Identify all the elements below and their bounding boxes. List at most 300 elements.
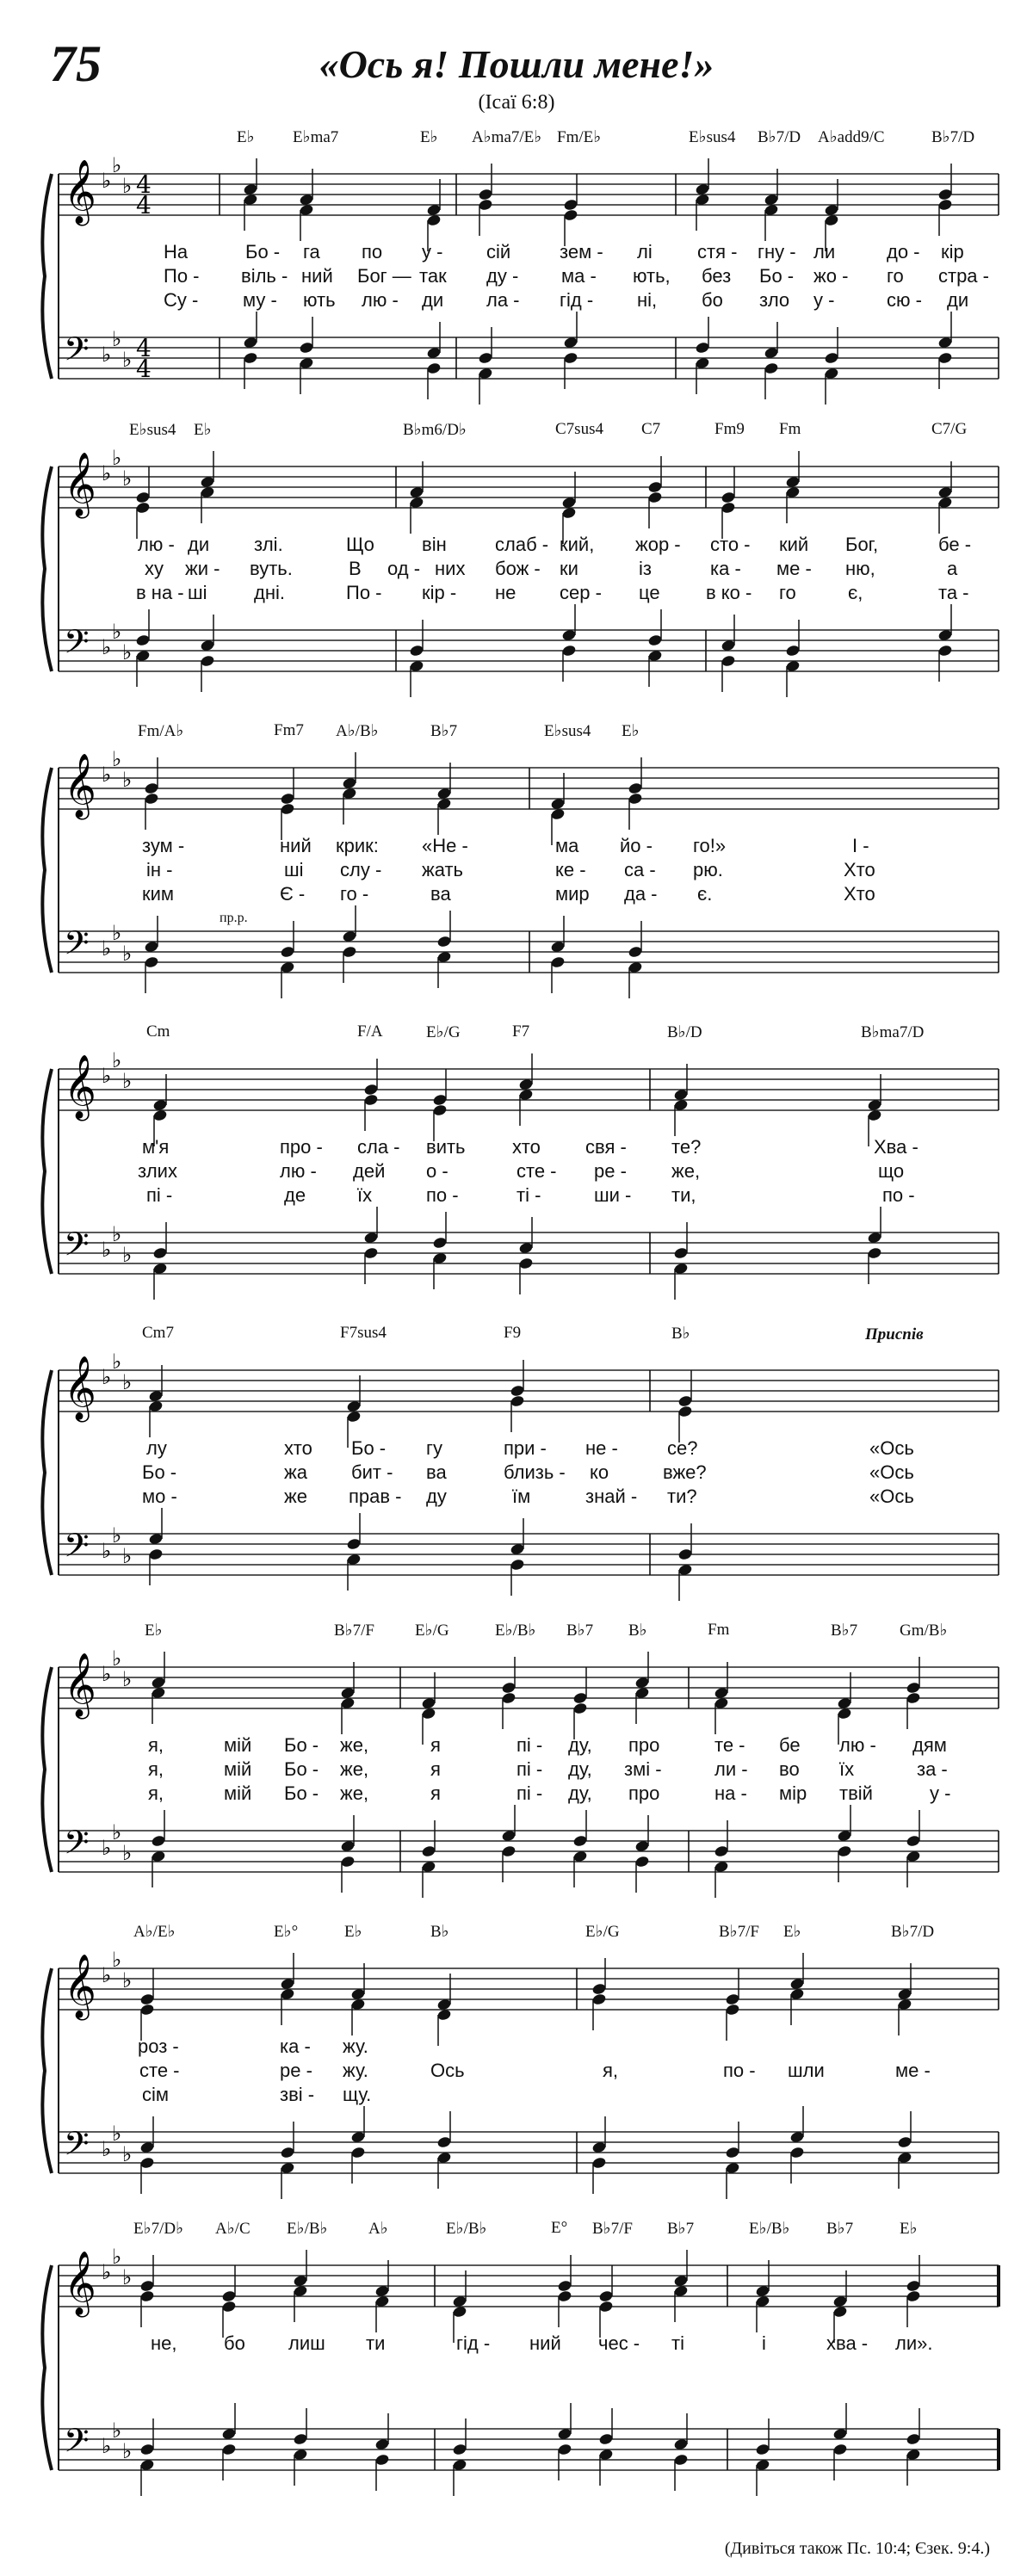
chord-symbol: E♭sus4 <box>129 421 176 439</box>
bass-note <box>764 322 779 360</box>
lyric-syllable: він <box>422 534 447 555</box>
lyric-syllable: ху <box>145 558 164 579</box>
lyric-syllable: слаб - <box>495 534 549 555</box>
lyric-syllable: бо <box>224 2332 245 2354</box>
bass-note <box>299 317 314 355</box>
chord-symbol: C7 <box>641 420 661 438</box>
treble-note <box>755 2295 770 2332</box>
lyric-syllable: лю - <box>839 1734 876 1756</box>
chord-symbol: E♭ <box>194 421 212 439</box>
lyric-syllable: рю. <box>693 859 723 880</box>
lyric-syllable: же <box>284 1486 307 1507</box>
bass-note <box>152 1222 168 1260</box>
treble-note <box>148 1399 164 1437</box>
lyric-syllable: по - <box>882 1184 915 1206</box>
lyric-syllable: І - <box>852 835 869 856</box>
lyric-syllable: да - <box>624 883 658 905</box>
lyric-syllable: ний <box>529 2332 561 2354</box>
chord-symbol: B♭ma7/D <box>861 1023 925 1041</box>
treble-note <box>721 466 736 504</box>
lyric-syllable: зві - <box>280 2084 315 2105</box>
lyric-syllable: «Не - <box>422 835 468 856</box>
lyric-syllable: бит - <box>351 1461 393 1483</box>
chord-symbol: Cm7 <box>142 1324 174 1342</box>
bass-staff <box>59 2429 999 2470</box>
lyric-syllable: ка - <box>710 558 741 579</box>
bass-note <box>452 2418 467 2456</box>
treble-note <box>557 2289 572 2327</box>
flat-icon: ♭ <box>102 936 112 961</box>
treble-note <box>591 1992 607 2030</box>
bass-note <box>200 654 215 692</box>
bass-note <box>563 351 578 389</box>
lyric-syllable: Що <box>346 534 374 555</box>
lyric-syllable: їх <box>357 1184 373 1206</box>
lyric-syllable: в ко - <box>706 582 752 603</box>
chord-symbol: E♭sus4 <box>689 128 736 146</box>
bass-note <box>280 2122 295 2159</box>
treble-note <box>342 752 357 790</box>
lyric-syllable: ду, <box>568 1758 592 1780</box>
lyric-syllable: во <box>779 1758 800 1780</box>
flat-icon: ♭ <box>102 461 112 485</box>
chord-symbol: F7sus4 <box>340 1324 387 1342</box>
lyric-syllable: Бо - <box>351 1437 387 1459</box>
bass-note <box>148 1547 164 1585</box>
bass-note <box>148 1508 164 1546</box>
chord-symbol: B♭ <box>671 1325 690 1343</box>
treble-note <box>937 198 953 236</box>
lyric-syllable: ду, <box>568 1734 592 1756</box>
lyric-syllable: у - <box>813 289 835 311</box>
bass-note <box>346 1553 362 1591</box>
bass-note <box>340 1815 356 1853</box>
bass-note <box>243 312 258 349</box>
bass-note <box>867 1207 882 1245</box>
lyric-syllable: я, <box>148 1734 164 1756</box>
chord-symbol: B♭7/D <box>758 128 801 146</box>
bass-staff <box>59 1232 999 1274</box>
treble-note <box>785 451 801 489</box>
flat-icon: ♭ <box>102 1963 112 1987</box>
lyric-syllable: Є - <box>280 883 306 905</box>
bass-clef-icon: 𝄢 <box>64 622 90 669</box>
bass-note <box>647 649 663 687</box>
treble-note <box>563 174 578 212</box>
brace <box>42 768 52 973</box>
lyric-syllable: го - <box>340 883 369 905</box>
bass-note <box>591 2116 607 2154</box>
lyric-syllable: же, <box>340 1782 369 1804</box>
lyric-syllable: я, <box>603 2060 619 2081</box>
flat-icon: ♭ <box>122 942 133 966</box>
lyric-syllable: хва - <box>826 2332 869 2354</box>
lyric-syllable: я, <box>148 1782 164 1804</box>
lyric-syllable: бож - <box>495 558 541 579</box>
lyric-syllable: го <box>887 265 904 287</box>
bass-note <box>152 1262 168 1300</box>
brace <box>42 2265 52 2470</box>
bass-note <box>598 2408 614 2446</box>
bass-note <box>832 2403 848 2441</box>
lyric-syllable: бе - <box>938 534 972 555</box>
lyric-syllable: сій <box>486 241 511 263</box>
lyric-syllable: же, <box>340 1758 369 1780</box>
lyric-syllable: ду - <box>486 265 519 287</box>
chord-symbol: Gm/B♭ <box>900 1622 948 1640</box>
treble-note <box>293 2250 308 2288</box>
lyric-syllable: у - <box>930 1782 951 1804</box>
lyric-syllable: жор - <box>635 534 681 555</box>
bass-note <box>628 921 643 959</box>
lyric-syllable: зум - <box>142 835 185 856</box>
lyric-syllable: дні. <box>254 582 285 603</box>
lyric-syllable: Бо - <box>284 1782 319 1804</box>
lyric-syllable: ре - <box>280 2060 312 2081</box>
lyric-syllable: по - <box>426 1184 459 1206</box>
lyric-syllable: бо <box>702 289 723 311</box>
lyric-syllable: Хва - <box>874 1136 919 1158</box>
bass-note <box>436 911 452 948</box>
treble-note <box>135 466 151 504</box>
flat-icon: ♭ <box>112 1646 122 1671</box>
lyric-syllable: сім <box>142 2084 170 2105</box>
treble-note <box>200 451 215 489</box>
flat-icon: ♭ <box>102 2434 112 2458</box>
treble-staff <box>59 466 999 508</box>
flat-icon: ♭ <box>112 1820 122 1844</box>
treble-staff <box>59 1069 999 1110</box>
flat-icon: ♭ <box>102 2260 112 2284</box>
lyric-syllable: йо - <box>620 835 653 856</box>
treble-clef-icon: 𝄞 <box>64 160 96 224</box>
treble-note <box>280 1987 295 2025</box>
lyric-syllable: го!» <box>693 835 727 856</box>
chord-symbol: E♭ <box>783 1923 801 1941</box>
treble-note <box>714 1696 729 1734</box>
lyric-syllable: слу - <box>340 859 382 880</box>
bass-note <box>436 950 452 988</box>
lyric-syllable: ти? <box>667 1486 697 1507</box>
bass-note <box>350 2106 366 2144</box>
bass-note <box>725 2161 740 2199</box>
lyric-syllable: по - <box>723 2060 756 2081</box>
chord-symbol: Fm/A♭ <box>138 722 184 740</box>
treble-note <box>139 2289 155 2327</box>
bass-staff <box>59 1534 999 1575</box>
bass-note <box>937 644 953 682</box>
treble-staff <box>59 1370 999 1412</box>
bass-note <box>598 2448 614 2486</box>
lyric-syllable: На <box>164 241 189 263</box>
lyric-syllable: лю - <box>362 289 399 311</box>
lyric-syllable: пі - <box>516 1734 543 1756</box>
lyric-syllable: са - <box>624 859 656 880</box>
bass-note <box>673 1262 689 1300</box>
chord-symbol: B♭7/D <box>931 128 975 146</box>
treble-note <box>906 1691 921 1729</box>
treble-note <box>409 496 424 534</box>
flat-icon: ♭ <box>102 1539 112 1563</box>
treble-note <box>673 2284 689 2322</box>
bass-note <box>436 2111 452 2149</box>
lyric-syllable: жать <box>422 859 464 880</box>
bass-note <box>135 649 151 687</box>
bass-clef-icon: 𝄢 <box>64 1526 90 1572</box>
chord-symbol: F/A <box>357 1022 383 1041</box>
lyric-syllable: ду, <box>568 1782 592 1804</box>
chord-symbol: Cm <box>146 1022 170 1041</box>
bass-note <box>647 609 663 647</box>
lyric-syllable: лі <box>637 241 653 263</box>
bass-note <box>673 2413 689 2451</box>
lyric-syllable: бе <box>779 1734 801 1756</box>
lyric-syllable: про - <box>280 1136 323 1158</box>
lyric-syllable: же, <box>340 1734 369 1756</box>
treble-note <box>510 1360 525 1398</box>
lyric-syllable: ти <box>366 2332 386 2354</box>
bass-note <box>293 2408 308 2446</box>
bass-note <box>409 659 424 697</box>
flat-icon: ♭ <box>102 169 112 193</box>
flat-icon: ♭ <box>122 1667 133 1691</box>
lyric-syllable: мій <box>224 1782 252 1804</box>
bass-note <box>677 1563 693 1601</box>
flat-icon: ♭ <box>122 348 133 372</box>
lyric-syllable: лу <box>146 1437 167 1459</box>
lyric-syllable: гід - <box>560 289 594 311</box>
treble-clef-icon: 𝄞 <box>64 754 96 818</box>
bass-clef-icon: 𝄢 <box>64 2124 90 2171</box>
treble-note <box>221 2265 237 2303</box>
bass-note <box>721 615 736 652</box>
bass-note <box>572 1810 588 1848</box>
bass-note <box>824 327 839 365</box>
lyric-syllable: ла - <box>486 289 520 311</box>
lyric-syllable: сер - <box>560 582 602 603</box>
bass-note <box>591 2156 607 2194</box>
bass-note <box>628 961 643 998</box>
flat-icon: ♭ <box>112 2245 122 2269</box>
bass-note <box>906 2408 921 2446</box>
chord-symbol: E♭ <box>344 1923 362 1941</box>
lyric-syllable: ва <box>430 883 451 905</box>
lyric-syllable: до - <box>887 241 920 263</box>
bass-clef-icon: 𝄢 <box>64 924 90 970</box>
hymn-number: 75 <box>50 35 102 92</box>
bass-note <box>432 1251 448 1289</box>
bass-note <box>561 644 577 682</box>
lyric-syllable: я <box>430 1734 441 1756</box>
flat-icon: ♭ <box>122 768 133 792</box>
brace <box>42 174 52 379</box>
bass-staff <box>59 931 999 973</box>
flat-icon: ♭ <box>112 1048 122 1072</box>
bass-note <box>725 2122 740 2159</box>
bass-note <box>634 1855 650 1893</box>
bass-clef-icon: 𝄢 <box>64 2421 90 2468</box>
bass-note <box>436 2151 452 2189</box>
treble-note <box>673 2250 689 2288</box>
bass-note <box>350 2146 366 2184</box>
flat-icon: ♭ <box>112 327 122 351</box>
lyric-syllable: ме - <box>776 558 812 579</box>
treble-clef-icon: 𝄞 <box>64 2252 96 2315</box>
lyric-syllable: є. <box>697 883 713 905</box>
treble-clef-icon: 𝄞 <box>64 1356 96 1420</box>
flat-icon: ♭ <box>122 174 133 198</box>
lyric-syllable: із <box>639 558 652 579</box>
flat-icon: ♭ <box>102 1238 112 1262</box>
chord-symbol: E♭/B♭ <box>287 2220 328 2238</box>
flat-icon: ♭ <box>112 1523 122 1547</box>
treble-note <box>340 1696 356 1734</box>
treble-note <box>243 193 258 231</box>
flat-icon: ♭ <box>112 747 122 771</box>
treble-note <box>628 792 643 830</box>
treble-note <box>677 1370 693 1408</box>
chord-symbol: Fm <box>708 1621 730 1639</box>
treble-note <box>789 1953 805 1991</box>
lyric-syllable: ма - <box>561 265 597 287</box>
treble-staff <box>59 2265 999 2307</box>
lyric-syllable: сте - <box>516 1160 557 1182</box>
lyric-syllable: знай - <box>585 1486 638 1507</box>
lyric-syllable: стра - <box>938 265 989 287</box>
lyric-syllable: ре - <box>594 1160 627 1182</box>
treble-note <box>572 1667 588 1705</box>
lyric-syllable: свя - <box>585 1136 627 1158</box>
treble-note <box>937 164 953 201</box>
treble-note <box>363 1059 379 1096</box>
lyric-syllable: злих <box>138 1160 177 1182</box>
chord-symbol: C7sus4 <box>555 420 603 438</box>
bass-note <box>867 1246 882 1284</box>
lyric-syllable: не - <box>585 1437 618 1459</box>
bass-note <box>837 1805 852 1843</box>
lyric-syllable: ті - <box>516 1184 541 1206</box>
time-signature-bottom: 4 <box>136 191 152 219</box>
lyric-syllable: я <box>430 1782 441 1804</box>
time-signature-bottom: 4 <box>136 355 152 383</box>
bass-note <box>789 2146 805 2184</box>
chord-symbol: E♭/G <box>585 1923 620 1941</box>
chord-symbol: B♭7 <box>831 1622 858 1640</box>
treble-note <box>725 2003 740 2041</box>
chord-symbol: A♭/B♭ <box>336 722 379 740</box>
treble-note <box>897 1998 912 2035</box>
treble-note <box>518 1053 534 1091</box>
lyric-syllable: крик: <box>336 835 379 856</box>
treble-note <box>144 757 159 795</box>
staff-group <box>0 2212 1033 2522</box>
treble-clef-icon: 𝄞 <box>64 1055 96 1119</box>
lyric-syllable: стя - <box>697 241 738 263</box>
lyric-syllable: гу <box>426 1437 443 1459</box>
bass-note <box>452 2458 467 2496</box>
bass-note <box>139 2418 155 2456</box>
treble-note <box>647 491 663 528</box>
bass-note <box>221 2403 237 2441</box>
lyric-syllable: ли - <box>714 1758 748 1780</box>
bass-staff <box>59 337 999 379</box>
bass-note <box>755 2458 770 2496</box>
lyric-syllable: ню, <box>845 558 875 579</box>
chord-symbol: C7/G <box>931 420 968 438</box>
lyric-syllable: Хто <box>844 883 875 905</box>
bass-staff <box>59 2132 999 2173</box>
lyric-syllable: без <box>702 265 732 287</box>
flat-icon: ♭ <box>122 2439 133 2463</box>
lyric-syllable: ме - <box>895 2060 931 2081</box>
bass-note <box>280 2161 295 2199</box>
bass-note <box>550 916 566 954</box>
lyric-syllable: про <box>628 1782 660 1804</box>
lyric-syllable: мір <box>779 1782 807 1804</box>
treble-note <box>436 2008 452 2046</box>
bass-note <box>280 921 295 959</box>
lyric-syllable: вже? <box>663 1461 707 1483</box>
lyric-syllable: кір - <box>422 582 457 603</box>
lyric-syllable: «Ось <box>869 1486 914 1507</box>
flat-icon: ♭ <box>122 640 133 664</box>
bass-note <box>409 620 424 658</box>
bass-note <box>221 2443 237 2480</box>
treble-note <box>591 1958 607 1996</box>
treble-note <box>764 203 779 241</box>
lyric-syllable: ди <box>947 289 969 311</box>
lyric-syllable: ні, <box>637 289 658 311</box>
lyric-syllable: близь - <box>504 1461 566 1483</box>
bass-note <box>363 1246 379 1284</box>
flat-icon: ♭ <box>112 446 122 470</box>
lyric-syllable: що <box>878 1160 905 1182</box>
treble-note <box>501 1657 516 1695</box>
treble-note <box>436 797 452 835</box>
lyric-syllable: Бо - <box>142 1461 177 1483</box>
lyric-syllable: В <box>349 558 362 579</box>
flat-icon: ♭ <box>102 1064 112 1088</box>
chord-symbol: Fm/E♭ <box>557 128 602 146</box>
flat-icon: ♭ <box>102 1662 112 1686</box>
treble-note <box>906 1657 921 1695</box>
bass-note <box>374 2453 390 2491</box>
lyric-syllable: зло <box>759 289 790 311</box>
lyric-syllable: ті <box>671 2332 684 2354</box>
treble-note <box>634 1652 650 1690</box>
treble-note <box>518 1088 534 1126</box>
lyric-syllable: ний <box>280 835 312 856</box>
bass-note <box>897 2111 912 2149</box>
treble-note <box>906 2255 921 2293</box>
bass-note <box>764 361 779 399</box>
bass-note <box>714 1860 729 1898</box>
lyric-syllable: роз - <box>138 2035 179 2057</box>
treble-note <box>510 1394 525 1432</box>
flat-icon: ♭ <box>112 2418 122 2443</box>
hymn-title: «Ось я! Пошли мене!» <box>319 42 714 86</box>
lyric-syllable: за - <box>917 1758 948 1780</box>
lyric-syllable: «Ось <box>869 1437 914 1459</box>
lyric-syllable: не <box>495 582 516 603</box>
bass-note <box>561 604 577 642</box>
flat-icon: ♭ <box>102 1836 112 1860</box>
treble-note <box>151 1652 166 1690</box>
bass-note <box>151 1850 166 1887</box>
flat-icon: ♭ <box>122 1370 133 1394</box>
chord-symbol: E♭ <box>145 1622 163 1640</box>
lyric-syllable: щу. <box>343 2084 372 2105</box>
